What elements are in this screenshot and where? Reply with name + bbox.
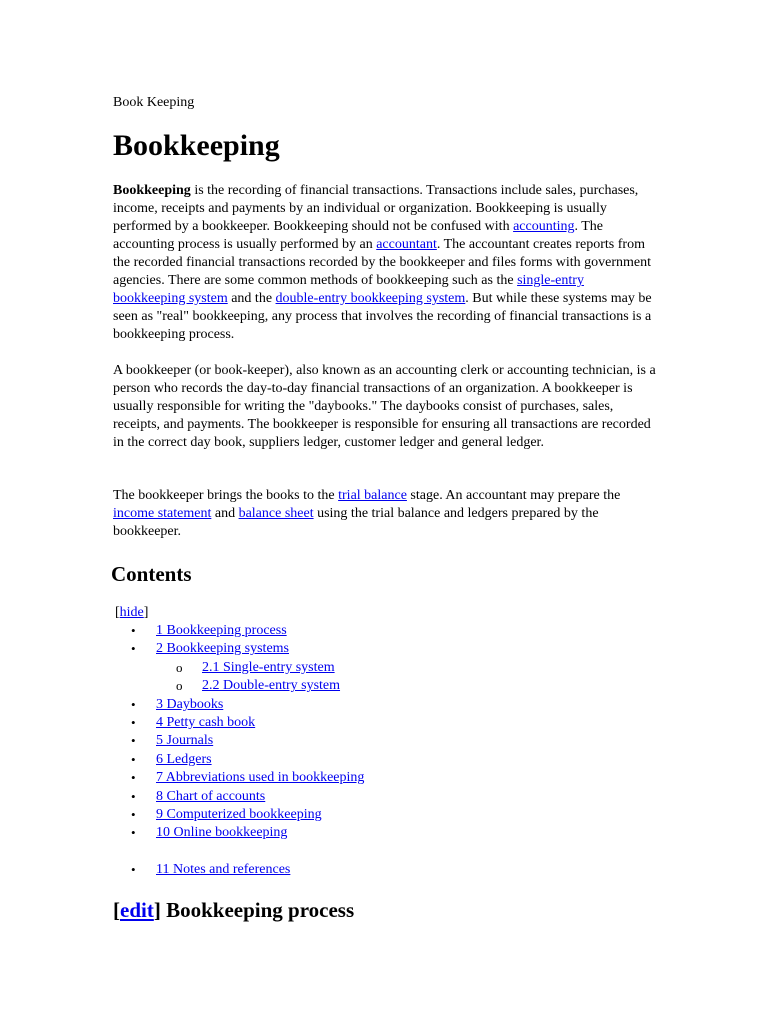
section-heading bbox=[113, 897, 354, 923]
toc-item bbox=[120, 732, 570, 750]
toc-item bbox=[120, 714, 570, 732]
toc-link[interactable]: 10 Online bookkeeping bbox=[156, 825, 288, 841]
trial-balance-paragraph bbox=[113, 487, 658, 541]
toc-subitem bbox=[120, 677, 570, 695]
income-statement-link[interactable]: income statement bbox=[113, 506, 212, 521]
sub-bullet-icon: o bbox=[176, 659, 183, 675]
paragraph-text: using the trial balance and ledgers prepared by the bookkeeper. bbox=[113, 506, 599, 539]
double-entry-link[interactable]: double-entry bookkeeping system bbox=[275, 291, 466, 306]
bullet-icon: • bbox=[131, 770, 136, 786]
toc-link[interactable]: 2 Bookkeeping systems bbox=[156, 641, 289, 657]
toc-link[interactable]: 7 Abbreviations used in bookkeeping bbox=[156, 770, 365, 786]
toc-link[interactable]: 2.2 Double-entry system bbox=[202, 678, 341, 694]
bullet-icon: • bbox=[131, 733, 136, 749]
toc-item bbox=[120, 622, 570, 640]
toc-toggle bbox=[115, 604, 148, 622]
bracket-close: ] bbox=[143, 605, 149, 620]
toc-item bbox=[120, 861, 570, 879]
toc-link[interactable]: 2.1 Single-entry system bbox=[202, 659, 335, 675]
section-title: Bookkeeping process bbox=[160, 898, 355, 922]
bullet-icon: • bbox=[131, 641, 136, 657]
paragraph-text: The bookkeeper brings the books to the bbox=[113, 488, 339, 503]
toc-sublist bbox=[120, 659, 570, 696]
bullet-icon: • bbox=[131, 623, 136, 638]
bullet-icon: • bbox=[131, 861, 136, 877]
document-header: Book Keeping bbox=[113, 95, 195, 110]
toc-link[interactable]: 6 Ledgers bbox=[156, 751, 212, 767]
bullet-icon: • bbox=[131, 825, 136, 841]
sub-bullet-icon: o bbox=[176, 678, 183, 694]
bold-term: Bookkeeping bbox=[113, 183, 191, 198]
bookkeeper-paragraph: A bookkeeper (or book-keeper), also known as an accounting clerk or accounting technician, is a person who records the day-to-day financial transactions of an organization. A bookkeeper is usually responsible for writing the "daybooks." The daybooks consist of purchases, sales, receipts, and payments. The bookkeeper is responsible for ensuring all transactions are recorded in the correct day book, suppliers ledger, customer ledger and general ledger. bbox=[113, 363, 656, 450]
accounting-link[interactable]: accounting bbox=[513, 219, 575, 234]
toc-item bbox=[120, 806, 570, 824]
hide-link[interactable]: hide bbox=[119, 605, 144, 620]
toc-item bbox=[120, 769, 570, 787]
contents-heading: Contents bbox=[111, 562, 192, 586]
bullet-icon: • bbox=[131, 807, 136, 823]
edit-link[interactable]: edit bbox=[120, 898, 154, 922]
trial-balance-link[interactable]: trial balance bbox=[338, 488, 407, 503]
toc-item bbox=[120, 788, 570, 806]
paragraph-text: . The accounting process is usually performed by an bbox=[113, 219, 604, 252]
bracket-close: ] bbox=[153, 898, 161, 922]
toc-link[interactable]: 11 Notes and references bbox=[156, 861, 291, 877]
toc-item bbox=[120, 696, 570, 714]
single-entry-link[interactable]: single-entry bookkeeping system bbox=[113, 273, 584, 306]
paragraph-text: and the bbox=[227, 291, 276, 306]
paragraph-text: is the recording of financial transactions. Transactions include sales, purchases, income, receipts and payments by an individual or organization. Bookkeeping is usually performed by a bookkeeper. Bookkeeping should not be confused with bbox=[113, 183, 639, 234]
bullet-icon: • bbox=[131, 751, 136, 767]
bullet-icon: • bbox=[131, 788, 136, 804]
toc-item bbox=[120, 751, 570, 769]
paragraph-text: and bbox=[211, 506, 239, 521]
accountant-link[interactable]: accountant bbox=[376, 237, 437, 252]
paragraph-text: . The accountant creates reports from the recorded financial transactions recorded by the bookkeeper and files forms with government agencies. There are some common methods of bookkeeping such as the bbox=[113, 237, 652, 288]
paragraph-text: stage. An accountant may prepare the bbox=[406, 488, 621, 503]
bracket-open: [ bbox=[115, 605, 120, 620]
toc-link[interactable]: 1 Bookkeeping process bbox=[156, 623, 287, 638]
page-title: Bookkeeping bbox=[113, 129, 280, 162]
intro-paragraph bbox=[113, 182, 658, 344]
toc-spacer bbox=[120, 843, 570, 861]
toc-item bbox=[120, 640, 570, 695]
toc-link[interactable]: 5 Journals bbox=[156, 733, 214, 749]
table-of-contents bbox=[120, 622, 570, 879]
bullet-icon: • bbox=[131, 696, 136, 712]
toc-link[interactable]: 8 Chart of accounts bbox=[156, 788, 266, 804]
paragraph-text: . But while these systems may be seen as "real" bookkeeping, any process that involves the recording of financial transactions is a bookkeeping process. bbox=[113, 291, 652, 342]
bullet-icon: • bbox=[131, 715, 136, 731]
toc-item bbox=[120, 824, 570, 842]
toc-link[interactable]: 3 Daybooks bbox=[156, 696, 224, 712]
bracket-open: [ bbox=[113, 898, 120, 922]
toc-subitem bbox=[120, 659, 570, 677]
toc-link[interactable]: 9 Computerized bookkeeping bbox=[156, 807, 322, 823]
balance-sheet-link[interactable]: balance sheet bbox=[238, 506, 314, 521]
toc-link[interactable]: 4 Petty cash book bbox=[156, 715, 256, 731]
